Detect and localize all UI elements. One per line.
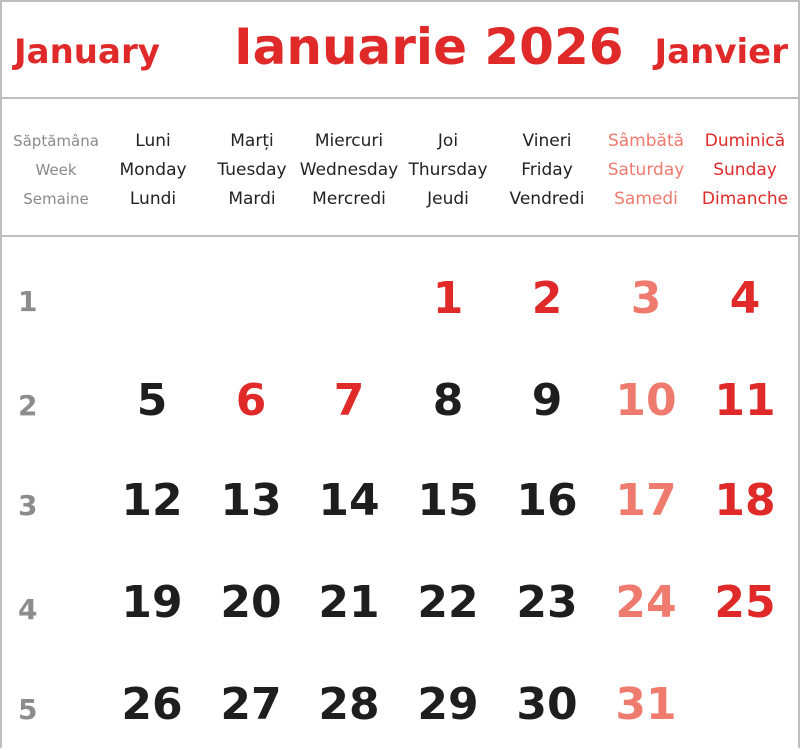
weekday-label-fr: Lundi: [129, 189, 177, 209]
weekday-label-ro: Vineri: [522, 131, 572, 151]
weekday-header-saturday: [596, 127, 696, 214]
week-number: 4: [18, 593, 38, 626]
day-cell: 8: [432, 375, 464, 426]
day-cell: 18: [714, 475, 776, 526]
day-cell: 10: [615, 375, 677, 426]
day-cell: 31: [615, 679, 677, 730]
day-cell: 12: [121, 475, 183, 526]
weekday-label-ro: Duminică: [704, 131, 786, 151]
day-cell: 4: [729, 273, 761, 324]
day-cell: 11: [714, 375, 776, 426]
weekday-header-wednesday: [299, 127, 399, 214]
weekday-label-en: Monday: [119, 160, 187, 180]
weekday-header-thursday: [398, 127, 498, 214]
weekday-label-fr: Dimanche: [701, 189, 789, 209]
weekday-label-ro: Săptămâna: [13, 132, 99, 150]
day-cell: 3: [630, 273, 662, 324]
weekday-label-en: Wednesday: [299, 160, 399, 180]
weekday-label-en: Thursday: [408, 160, 488, 180]
weekday-header-sunday: [695, 127, 795, 214]
days-grid: [2, 237, 798, 750]
day-cell: 25: [714, 577, 776, 628]
day-cell: 28: [318, 679, 380, 730]
weekday-label-en: Tuesday: [217, 160, 287, 180]
weekday-label-fr: Mercredi: [312, 189, 386, 209]
weekday-label-ro: Sâmbătă: [607, 131, 685, 151]
day-cell: 16: [516, 475, 578, 526]
weekday-label-en: Friday: [521, 160, 573, 180]
day-cell: 27: [220, 679, 282, 730]
day-cell: 15: [417, 475, 479, 526]
weekday-label-fr: Vendredi: [509, 189, 585, 209]
week-number: 1: [18, 285, 38, 318]
weekday-label-en: Week: [35, 161, 77, 179]
weekday-label-en: Saturday: [607, 160, 685, 180]
month-title-romanian: Ianuarie 2026: [234, 18, 624, 76]
week-number: 5: [18, 693, 38, 726]
day-cell: 26: [121, 679, 183, 730]
weekday-label-ro: Joi: [437, 131, 459, 151]
day-cell: 17: [615, 475, 677, 526]
day-cell: 14: [318, 475, 380, 526]
week-number: 2: [18, 389, 38, 422]
day-cell: 23: [516, 577, 578, 628]
day-cell: 9: [531, 375, 563, 426]
day-cell: 7: [333, 375, 365, 426]
calendar-header: [2, 2, 798, 99]
weekday-header-tuesday: [202, 127, 302, 214]
week-number: 3: [18, 489, 38, 522]
weekday-label-ro: Marți: [230, 131, 274, 151]
day-cell: 20: [220, 577, 282, 628]
day-cell: 24: [615, 577, 677, 628]
weekday-header-row: [2, 99, 798, 237]
day-cell: 29: [417, 679, 479, 730]
weekday-label-ro: Luni: [135, 131, 171, 151]
day-cell: 21: [318, 577, 380, 628]
day-cell: 5: [136, 375, 168, 426]
day-cell: 30: [516, 679, 578, 730]
day-cell: 13: [220, 475, 282, 526]
weekday-label-en: Sunday: [713, 160, 777, 180]
weekday-header-monday: [103, 127, 203, 214]
day-cell: 19: [121, 577, 183, 628]
month-title-french: Janvier: [654, 32, 788, 72]
week-column-header: [6, 127, 106, 214]
day-cell: 6: [235, 375, 267, 426]
day-cell: 22: [417, 577, 479, 628]
month-title-english: January: [14, 32, 160, 72]
weekday-label-fr: Mardi: [228, 189, 276, 209]
weekday-header-friday: [497, 127, 597, 214]
weekday-label-fr: Semaine: [23, 190, 89, 208]
day-cell: 1: [432, 273, 464, 324]
weekday-label-fr: Jeudi: [427, 189, 469, 209]
day-cell: 2: [531, 273, 563, 324]
weekday-label-ro: Miercuri: [314, 131, 384, 151]
weekday-label-fr: Samedi: [614, 189, 678, 209]
